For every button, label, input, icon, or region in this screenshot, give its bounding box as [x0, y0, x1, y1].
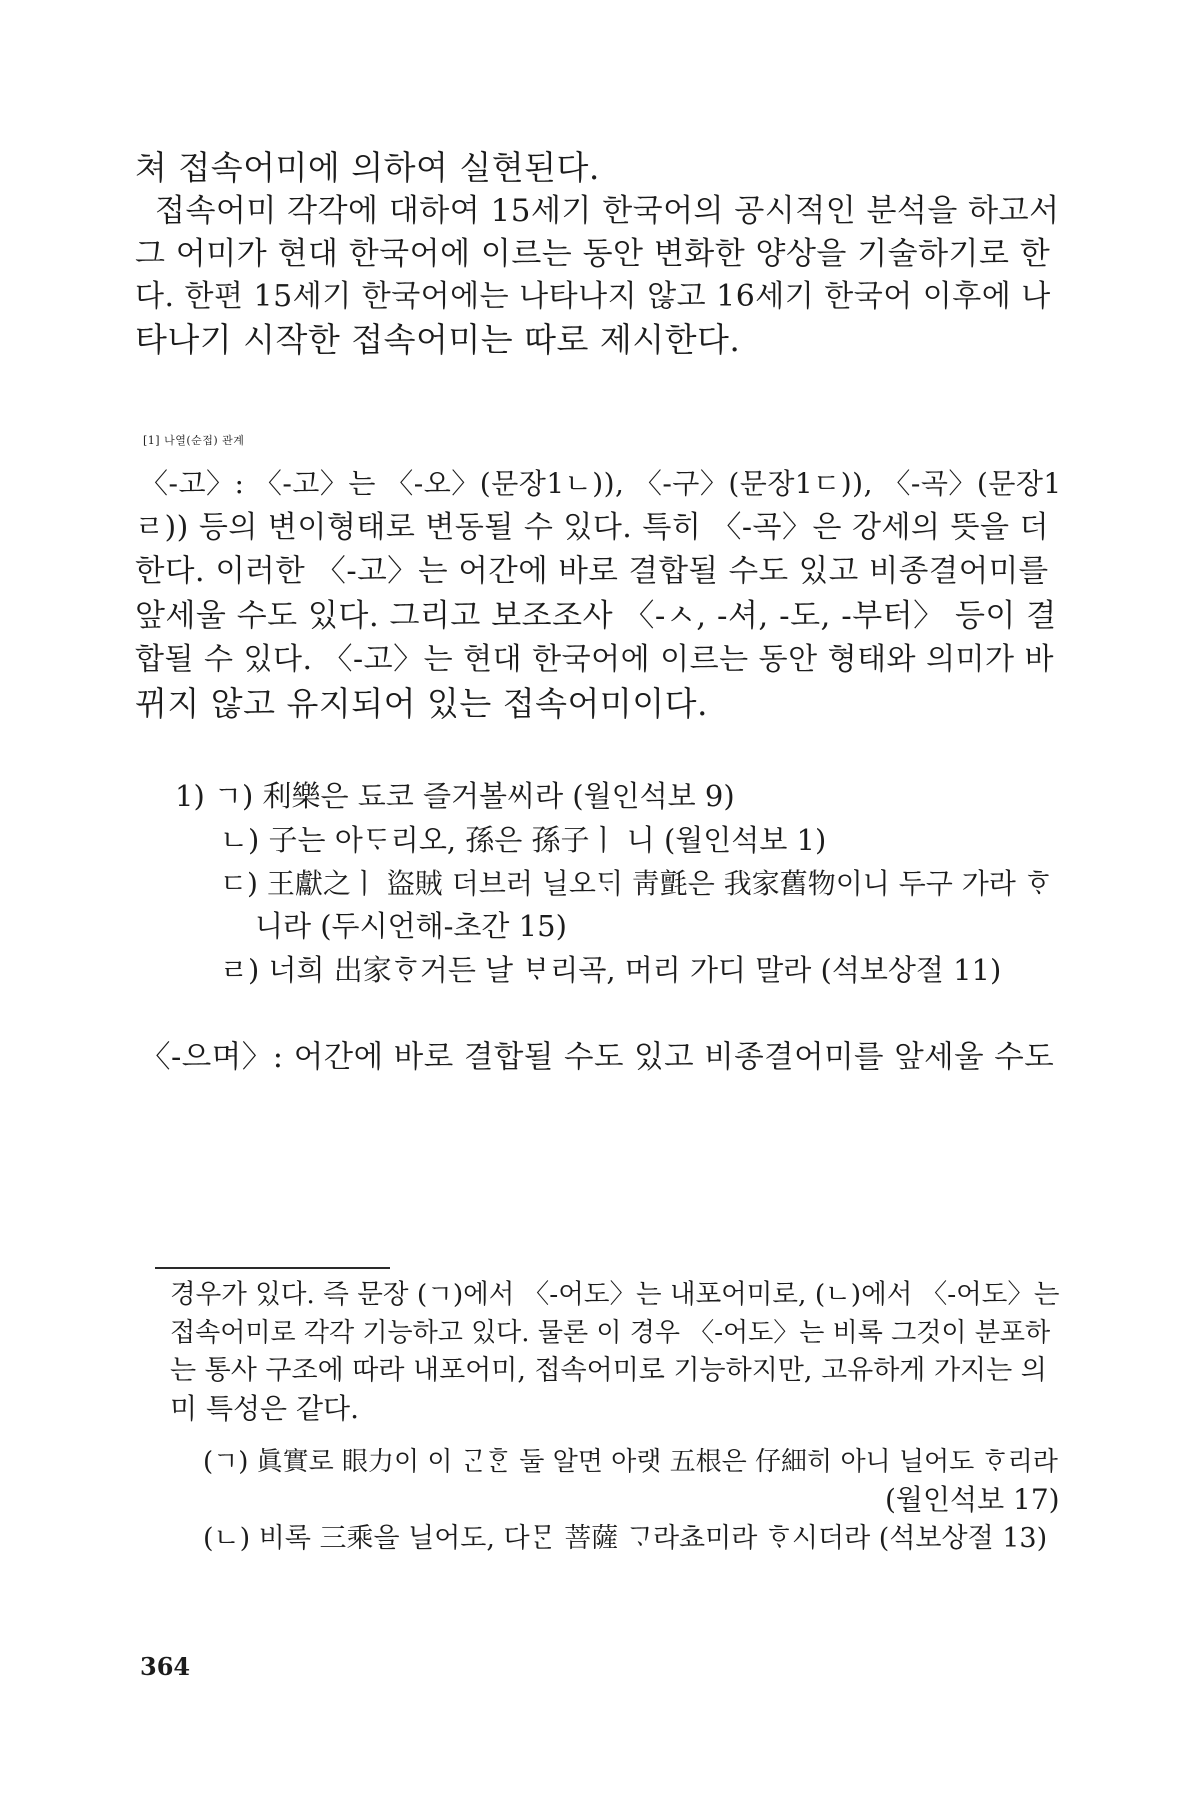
example-1d: ㄹ) 너희 出家ᄒᆞ거든 날 ᄇᆞ리곡, 머리 가디 말라 (석보상절 11) — [220, 953, 1002, 987]
body-line-2 — [155, 190, 1060, 232]
example-1c-cont: 니라 (두시언해-초간 15) — [255, 909, 567, 943]
body-line-4: 다. 한편 15세기 한국어에는 나타나지 않고 16세기 한국어 이후에 나 — [135, 279, 1051, 314]
footnote-line-4: 미 특성은 같다. — [170, 1392, 359, 1425]
section-heading: [1] 나열(순접) 관계 — [143, 434, 245, 447]
body-line-2-text: 접속어미 각각에 대하여 15세기 한국어의 공시적인 분석을 하고서 — [155, 193, 1060, 229]
emyeo-entry: 〈-으며〉: 어간에 바로 결합될 수도 있고 비종결어미를 앞세울 수도 — [140, 1040, 1055, 1075]
body-line-3: 그 어미가 현대 한국어에 이르는 동안 변화한 양상을 기술하기로 한 — [135, 236, 1051, 272]
footnote-line-1: 경우가 있다. 즉 문장 (ㄱ)에서 〈-어도〉는 내포어미로, (ㄴ)에서 〈-어도〉는 — [170, 1279, 1060, 1310]
footnote-example-a-source: (월인석보 17) — [885, 1483, 1060, 1516]
example-1b: ㄴ) 子는 아ᄃᆞ리오, 孫은 孫子ㅣ 니 (월인석보 1) — [220, 823, 827, 857]
footnote-example-b: (ㄴ) 비록 三乘을 닐어도, 다ᄆᆞᆫ 菩薩 ᄀᆞ라쵸미라 ᄒᆞ시더라 (석보상절 13) — [203, 1523, 1048, 1554]
section-line-1: 〈-고〉: 〈-고〉는 〈-오〉(문장1ㄴ)), 〈-구〉(문장1ㄷ)), 〈-곡〉(문장1 — [140, 467, 1062, 500]
section-line-5: 합될 수 있다. 〈-고〉는 현대 한국어에 이르는 동안 형태와 의미가 바 — [135, 642, 1055, 677]
body-line-5: 타나기 시작한 접속어미는 따로 제시한다. — [135, 320, 741, 359]
page-number: 364 — [140, 1652, 191, 1681]
footnote-rule — [155, 1267, 390, 1269]
section-line-6: 뀌지 않고 유지되어 있는 접속어미이다. — [135, 684, 708, 723]
section-line-4: 앞세울 수도 있다. 그리고 보조조사 〈-ㅅ, -셔, -도, -부터〉 등이 결 — [135, 598, 1057, 634]
footnote-line-2: 접속어미로 각각 기능하고 있다. 물론 이 경우 〈-어도〉는 비록 그것이 분포하 — [170, 1318, 1051, 1348]
section-line-2: ㄹ)) 등의 변이형태로 변동될 수 있다. 특히 〈-곡〉은 강세의 뜻을 더 — [135, 510, 1049, 545]
section-line-3: 한다. 이러한 〈-고〉는 어간에 바로 결합될 수도 있고 비종결어미를 — [135, 554, 1049, 589]
example-1a: 1) ㄱ) 利樂은 됴코 즐거볼씨라 (월인석보 9) — [175, 779, 735, 813]
footnote-example-a: (ㄱ) 眞實로 眼力이 이 ᄀᆞᆫᄒᆞᆫ 둘 알면 아랫 五根은 仔細히 아니 닐어도 ᄒᆞ리라 — [203, 1447, 1058, 1477]
footnote-line-3: 는 통사 구조에 따라 내포어미, 접속어미로 기능하지만, 고유하게 가지는 의 — [170, 1355, 1047, 1386]
example-1c: ㄷ) 王獻之ㅣ 盜賊 더브러 닐오ᄃᆡ 靑氈은 我家舊物이니 두구 가라 ᄒᆞ — [220, 867, 1052, 900]
body-line-1: 쳐 접속어미에 의하여 실현된다. — [135, 148, 600, 187]
